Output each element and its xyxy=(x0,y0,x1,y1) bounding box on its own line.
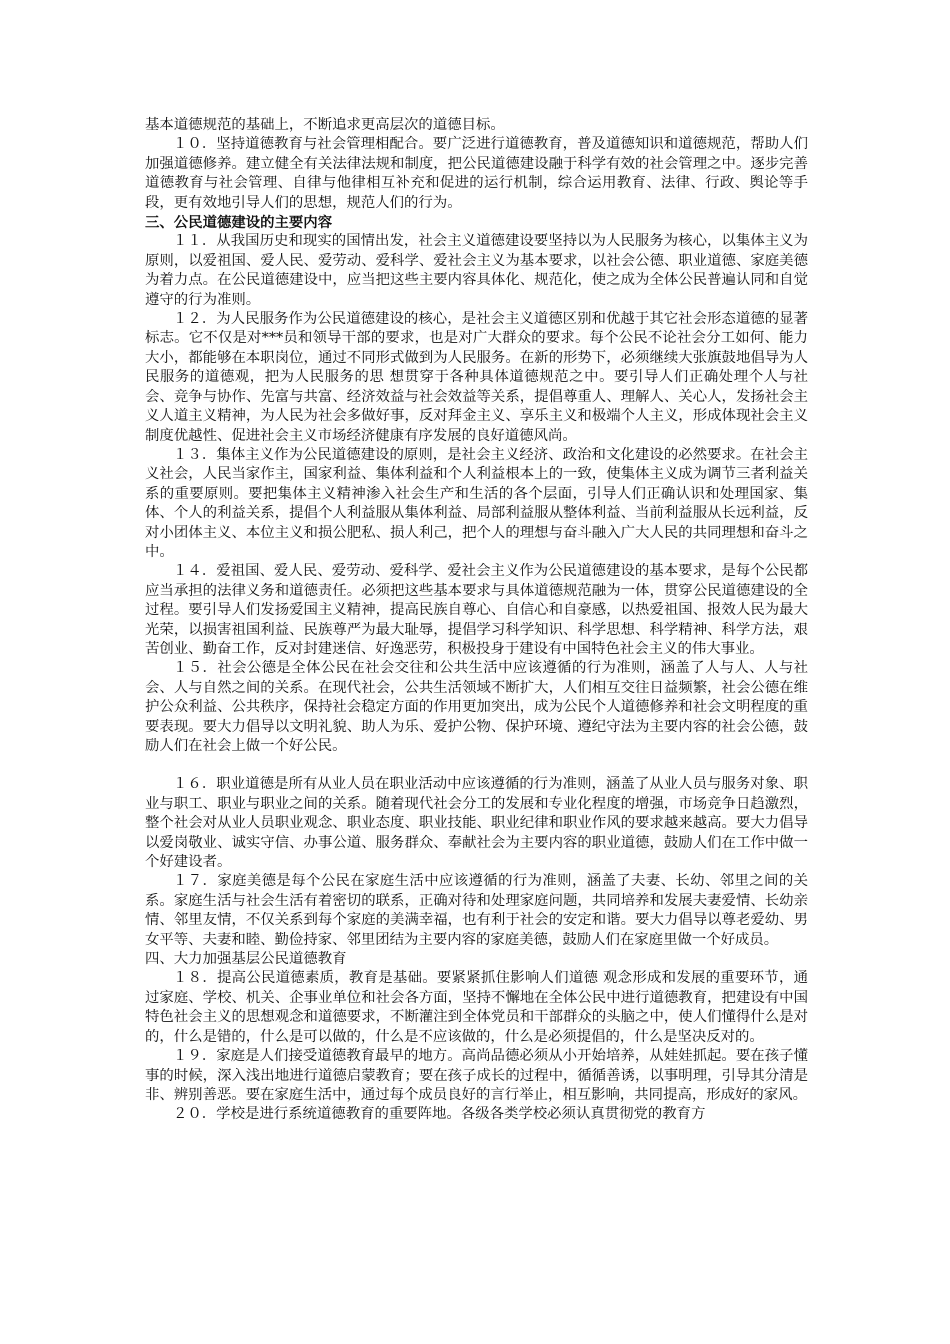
section-heading-3: 三、公民道德建设的主要内容 xyxy=(145,214,333,232)
paragraph-10: １０．坚持道德教育与社会管理相配合。要广泛进行道德教育，普及道德知识和道德规范，帮助人们加强道德修养。建立健全有关法律法规和制度，把公民道德建设融于科学有效的社会管理之中。逐步完善道德教育与社会管理、自律与他律相互补充和促进的运行机制，综合运用教育、法律、行政、舆论等手段，更有效地引导人们的思想，规范人们的行为。 xyxy=(145,136,808,211)
paragraph-19: １９．家庭是人们接受道德教育最早的地方。高尚品德必须从小开始培养，从娃娃抓起。要在孩子懂事的时候，深入浅出地进行道德启蒙教育；要在孩子成长的过程中，循循善诱，以事明理，引导其分清是非、辨别善恶。要在家庭生活中，通过每个成员良好的言行举止，相互影响，共同提高，形成好的家风。 xyxy=(145,1048,808,1103)
paragraph-17: １７．家庭美德是每个公民在家庭生活中应该遵循的行为准则，涵盖了夫妻、长幼、邻里之间的关系。家庭生活与社会生活有着密切的联系，正确对待和处理家庭问题，共同培养和发展夫妻爱情、长幼亲情、邻里友情，不仅关系到每个家庭的美满幸福，也有利于社会的安定和谐。要大力倡导以尊老爱幼、男女平等、夫妻和睦、勤俭持家、邻里团结为主要内容的家庭美德，鼓励人们在家庭里做一个好成员。 xyxy=(145,873,808,948)
paragraph-18: １８．提高公民道德素质，教育是基础。要紧紧抓住影响人们道德 观念形成和发展的重要环节，通过家庭、学校、机关、企事业单位和社会各方面，坚持不懈地在全体公民中进行道德教育，把建设有中国特色社会主义的思想观念和道德要求，不断灌注到全体党员和干部群众的头脑之中，使人们懂得什么是对的，什么是错的，什么是可以做的，什么是不应该做的，什么是必须提倡的，什么是坚决反对的。 xyxy=(145,970,808,1045)
paragraph-15: １５．社会公德是全体公民在社会交往和公共生活中应该遵循的行为准则，涵盖了人与人、人与社会、人与自然之间的关系。在现代社会，公共生活领域不断扩大，人们相互交往日益频繁，社会公德在维护公众利益、公共秩序，保持社会稳定方面的作用更加突出，成为公民个人道德修养和社会文明程度的重要表现。要大力倡导以文明礼貌、助人为乐、爱护公物、保护环境、遵纪守法为主要内容的社会公德，鼓励人们在社会上做一个好公民。 xyxy=(145,660,808,754)
paragraph-16: １６．职业道德是所有从业人员在职业活动中应该遵循的行为准则，涵盖了从业人员与服务对象、职业与职工、职业与职业之间的关系。随着现代社会分工的发展和专业化程度的增强，市场竞争日趋激烈，整个社会对从业人员职业观念、职业态度、职业技能、职业纪律和职业作风的要求越来越高。要大力倡导以爱岗敬业、诚实守信、办事公道、服务群众、奉献社会为主要内容的职业道德，鼓励人们在工作中做一个好建设者。 xyxy=(145,776,808,871)
paragraph-14: １４．爱祖国、爱人民、爱劳动、爱科学、爱社会主义作为公民道德建设的基本要求，是每个公民都应当承担的法律义务和道德责任。必须把这些基本要求与具体道德规范融为一体，贯穿公民道德建设的全过程。要引导人们发扬爱国主义精神，提高民族自尊心、自信心和自豪感，以热爱祖国、报效人民为最大光荣，以损害祖国利益、民族尊严为最大耻辱，提倡学习科学知识、科学思想、科学精神、科学方法，艰苦创业、勤奋工作，反对封建迷信、好逸恶劳，积极投身于建设有中国特色社会主义的伟大事业。 xyxy=(145,563,808,657)
paragraph-12: １２．为人民服务作为公民道德建设的核心，是社会主义道德区别和优越于其它社会形态道德的显著标志。它不仅是对***员和领导干部的要求，也是对广大群众的要求。每个公民不论社会分工如何、能力大小，都能够在本职岗位，通过不同形式做到为人民服务。在新的形势下，必须继续大张旗鼓地倡导为人民服务的道德观，把为人民服务的思 想贯穿于各种具体道德规范之中。要引导人们正确处理个人与社会、竞争与协作、先富与共富、经济效益与社会效益等关系，提倡尊重人、理解人、关心人，发扬社会主义人道主义精神，为人民为社会多做好事，反对拜金主义、享乐主义和极端个人主义，形成体现社会主义制度优越性、促进社会主义市场经济健康有序发展的良好道德风尚。 xyxy=(145,311,808,444)
paragraph-11: １１．从我国历史和现实的国情出发，社会主义道德建设要坚持以为人民服务为核心，以集体主义为原则，以爱祖国、爱人民、爱劳动、爱科学、爱社会主义为基本要求，以社会公德、职业道德、家庭美德为着力点。在公民道德建设中，应当把这些主要内容具体化、规范化，使之成为全体公民普遍认同和自觉遵守的行为准则。 xyxy=(145,233,808,308)
document-page xyxy=(145,116,808,1125)
paragraph-13: １３．集体主义作为公民道德建设的原则，是社会主义经济、政治和文化建设的必然要求。在社会主义社会，人民当家作主，国家利益、集体利益和个人利益根本上的一致，使集体主义成为调节三者利益关系的重要原则。要把集体主义精神渗入社会生产和生活的各个层面，引导人们正确认识和处理国家、集体、个人的利益关系，提倡个人利益服从集体利益、局部利益服从整体利益、当前利益服从长远利益，反对小团体主义、本位主义和损公肥私、损人利己，把个人的理想与奋斗融入广大人民的共同理想和奋斗之中。 xyxy=(145,446,808,560)
paragraph-20: ２０．学校是进行系统道德教育的重要阵地。各级各类学校必须认真贯彻党的教育方 xyxy=(173,1106,706,1123)
paragraph-continuation: 基本道德规范的基础上，不断追求更高层次的道德目标。 xyxy=(145,117,505,133)
paragraph-gap xyxy=(145,756,808,775)
section-heading-4: 四、大力加强基层公民道德教育 xyxy=(145,951,347,968)
